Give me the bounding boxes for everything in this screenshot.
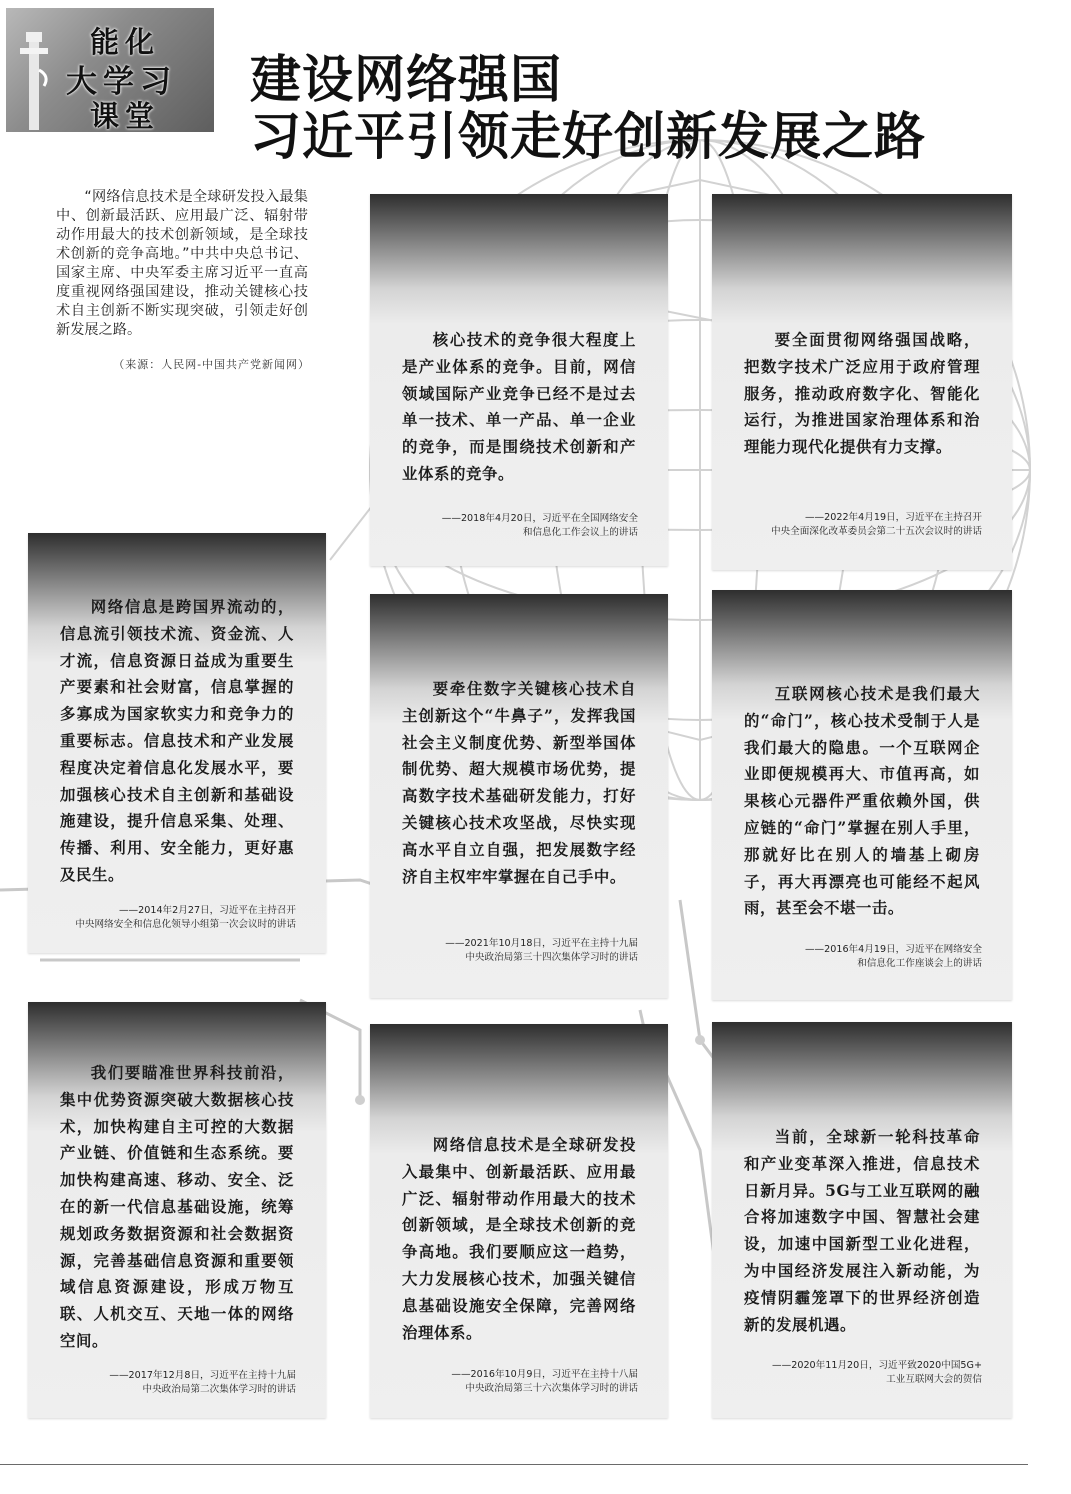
attribution-line: ——2021年10月18日，习近平在主持十九届 <box>445 938 638 949</box>
attribution-line: 中央全面深化改革委员会第二十五次会议时的讲话 <box>770 526 982 537</box>
quote-text: 我们要瞄准世界科技前沿，集中优势资源突破大数据核心技术，加快构建自主可控的大数据产业链、价值链和生态系统。要加快构建高速、移动、安全、泛在的新一代信息基础设施，统筹规划政务数据资源和社会数据资源，完善基础信息资源和重要领域信息资源建设，形成万物互联、人机交互、天地一体的网络空间。 <box>60 1064 294 1350</box>
quote-attribution <box>451 1368 638 1396</box>
quote-text: 要全面贯彻网络强国战略，把数字技术广泛应用于政府管理服务，推动政府数字化、智能化运行，为推进国家治理体系和治理能力现代化提供有力支撑。 <box>744 331 980 457</box>
quote-attribution <box>109 1369 296 1397</box>
quote-card-6 <box>28 1002 326 1418</box>
quote-card-1 <box>370 194 668 566</box>
quote-text: 网络信息是跨国界流动的，信息流引领技术流、资金流、人才流，信息资源日益成为重要生产要素和社会财富，信息掌握的多寡成为国家软实力和竞争力的重要标志。信息技术和产业发展程度决定着信息化发展水平，要加强核心技术自主创新和基础设施建设，提升信息采集、处理、传播、利用、安全能力，更好惠及民生。 <box>60 598 294 884</box>
quote-text: 网络信息技术是全球研发投入最集中、创新最活跃、应用最广泛、辐射带动作用最大的技术创新领域，是全球技术创新的竞争高地。我们要顺应这一趋势，大力发展核心技术，加强关键信息基础设施安全保障，完善网络治理体系。 <box>402 1136 636 1342</box>
quote-text: 互联网核心技术是我们最大的“命门”，核心技术受制于人是我们最大的隐患。一个互联网企业即便规模再大、市值再高，如果核心元器件严重依赖外国，供应链的“命门”掌握在别人手里，那就好比在别人的墙基上砌房子，再大再漂亮也可能经不起风雨，甚至会不堪一击。 <box>744 685 980 918</box>
bottom-divider <box>0 1464 1028 1465</box>
quote-card-7 <box>370 1024 668 1418</box>
attribution-line: 中央政治局第二次集体学习时的讲话 <box>142 1384 296 1395</box>
quote-attribution <box>445 937 638 965</box>
column-label-line3: 课堂 <box>90 99 161 132</box>
attribution-line: 中央网络安全和信息化领导小组第一次会议时的讲话 <box>75 919 296 930</box>
quote-card-8 <box>712 1022 1012 1418</box>
intro-source: （来源：人民网-中国共产党新闻网） <box>113 358 310 371</box>
page-title-line2: 习近平引领走好创新发展之路 <box>250 108 927 167</box>
attribution-line: ——2020年11月20日，习近平致2020中国5G+ <box>772 1360 982 1371</box>
attribution-line: 和信息化工作会议上的讲话 <box>522 527 638 538</box>
attribution-line: 中央政治局第三十六次集体学习时的讲话 <box>465 1383 638 1394</box>
quote-text: 当前，全球新一轮科技革命和产业变革深入推进，信息技术日新月异。5G与工业互联网的融合将加速数字中国、智慧社会建设，加速中国新型工业化进程，为中国经济发展注入新动能，为疫情阴霾笼罩下的世界经济创造新的发展机遇。 <box>744 1128 980 1334</box>
attribution-line: 和信息化工作座谈会上的讲话 <box>857 958 982 969</box>
quote-card-4 <box>370 594 668 998</box>
column-label-line2: 大学习 <box>66 64 177 100</box>
column-logo <box>6 8 214 132</box>
attribution-line: ——2016年4月19日，习近平在网络安全 <box>804 944 982 955</box>
quote-attribution <box>75 904 296 932</box>
attribution-line: ——2014年2月27日，习近平在主持召开 <box>118 905 296 916</box>
attribution-line: ——2018年4月20日，习近平在全国网络安全 <box>441 513 638 524</box>
attribution-line: ——2022年4月19日，习近平在主持召开 <box>804 512 982 523</box>
quote-card-3 <box>28 533 326 953</box>
quote-attribution <box>771 511 982 539</box>
page-title-line1: 建设网络强国 <box>250 51 563 110</box>
quote-card-2 <box>712 194 1012 570</box>
quote-card-5 <box>712 590 1012 1000</box>
quote-attribution <box>772 1359 982 1387</box>
attribution-line: ——2017年12月8日，习近平在主持十九届 <box>109 1370 296 1381</box>
attribution-line: 工业互联网大会的贺信 <box>886 1374 982 1385</box>
intro-paragraph: “网络信息技术是全球研发投入最集中、创新最活跃、应用最广泛、辐射带动作用最大的技术创新领域，是全球技术创新的竞争高地。”中共中央总书记、国家主席、中央军委主席习近平一直高度重视网络强国建设，推动关键核心技术自主创新不断实现突破，引领走好创新发展之路。 <box>56 189 308 338</box>
quote-attribution <box>805 943 982 971</box>
huabiao-pillar-icon <box>16 30 52 130</box>
column-label-line1: 能化 <box>90 25 161 59</box>
attribution-line: ——2016年10月9日，习近平在主持十八届 <box>451 1369 638 1380</box>
attribution-line: 中央政治局第三十四次集体学习时的讲话 <box>465 952 638 963</box>
quote-text: 核心技术的竞争很大程度上是产业体系的竞争。目前，网信领域国际产业竞争已经不是过去单一技术、单一产品、单一企业的竞争，而是围绕技术创新和产业体系的竞争。 <box>402 331 636 483</box>
quote-text: 要牵住数字关键核心技术自主创新这个“牛鼻子”，发挥我国社会主义制度优势、新型举国体制优势、超大规模市场优势，提高数字技术基础研发能力，打好关键核心技术攻坚战，尽快实现高水平自立自强，把发展数字经济自主权牢牢掌握在自己手中。 <box>402 680 636 886</box>
quote-attribution <box>442 512 638 540</box>
